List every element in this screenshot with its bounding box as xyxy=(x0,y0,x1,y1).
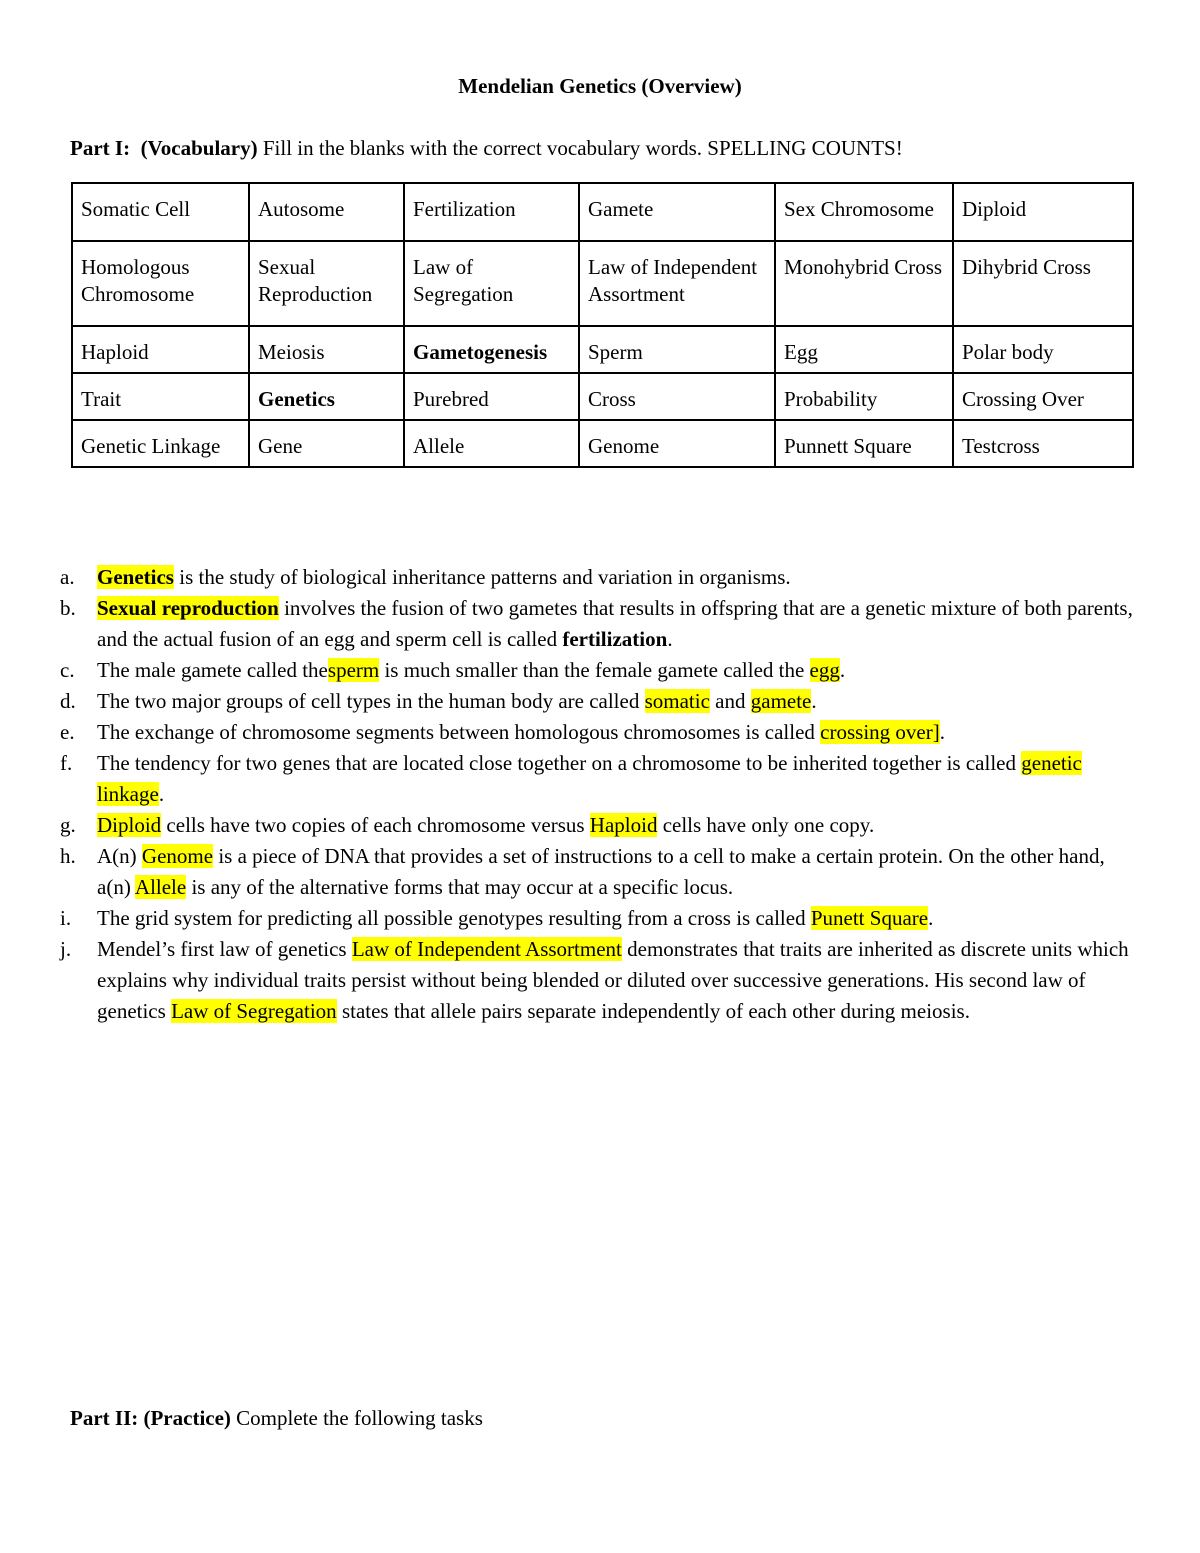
table-cell: Sexual Reproduction xyxy=(249,241,404,326)
question-letter: c. xyxy=(60,658,75,682)
table-row xyxy=(72,183,1133,241)
table-cell: Gene xyxy=(249,420,404,467)
question-e: e. The exchange of chromosome segments between homologous chromosomes is called crossing over]. xyxy=(60,717,1140,748)
table-cell: Meiosis xyxy=(249,326,404,373)
question-letter: d. xyxy=(60,689,76,713)
table-cell: Law of Independent Assortment xyxy=(579,241,775,326)
question-letter: i. xyxy=(60,906,72,930)
question-a: a. Genetics is the study of biological inheritance patterns and variation in organisms. xyxy=(60,562,1140,593)
question-f: f. The tendency for two genes that are located close together on a chromosome to be inherited together is called genetic linkage. xyxy=(60,748,1140,810)
answer-highlight: Genome xyxy=(141,844,214,868)
table-cell: Autosome xyxy=(249,183,404,241)
answer-highlight: egg xyxy=(809,658,840,682)
question-letter: b. xyxy=(60,596,76,620)
question-c: c. The male gamete called thesperm is much smaller than the female gamete called the egg. xyxy=(60,655,1140,686)
part2-instruction: Complete the following tasks xyxy=(236,1406,483,1430)
table-cell: Trait xyxy=(72,373,249,420)
answer-highlight: sperm xyxy=(327,658,380,682)
answer-highlight: somatic xyxy=(644,689,710,713)
table-cell: Punnett Square xyxy=(775,420,953,467)
part2-sub: (Practice) xyxy=(143,1406,231,1430)
question-j: j. Mendel’s first law of genetics Law of Independent Assortment demonstrates that traits are inherited as discrete units which explains why individual traits persist without being blended or diluted over successive generations. His second law of genetics Law of Segregation states that allele pairs separate independently of each other during meiosis. xyxy=(60,934,1140,1027)
table-cell: Haploid xyxy=(72,326,249,373)
vocabulary-table xyxy=(71,182,1134,468)
table-cell: Purebred xyxy=(404,373,579,420)
question-d: d. The two major groups of cell types in the human body are called somatic and gamete. xyxy=(60,686,1140,717)
table-cell: Egg xyxy=(775,326,953,373)
question-letter: g. xyxy=(60,813,76,837)
part2-label: Part II: xyxy=(70,1406,139,1430)
table-cell: Sperm xyxy=(579,326,775,373)
table-cell: Homologous Chromosome xyxy=(72,241,249,326)
table-cell: Genetics xyxy=(249,373,404,420)
table-cell: Somatic Cell xyxy=(72,183,249,241)
table-cell: Dihybrid Cross xyxy=(953,241,1133,326)
table-row xyxy=(72,420,1133,467)
question-letter: e. xyxy=(60,720,75,744)
question-letter: h. xyxy=(60,844,76,868)
table-cell: Monohybrid Cross xyxy=(775,241,953,326)
question-h: h. A(n) Genome is a piece of DNA that provides a set of instructions to a cell to make a certain protein. On the other hand, a(n) Allele is any of the alternative forms that may occur at a specific locus. xyxy=(60,841,1140,903)
table-cell: Genetic Linkage xyxy=(72,420,249,467)
answer-highlight: Punett Square xyxy=(810,906,929,930)
table-cell: Probability xyxy=(775,373,953,420)
answer-highlight: genetic linkage xyxy=(97,751,1082,806)
table-cell: Polar body xyxy=(953,326,1133,373)
table-cell: Diploid xyxy=(953,183,1133,241)
table-cell: Allele xyxy=(404,420,579,467)
question-letter: j. xyxy=(60,937,72,961)
fill-in-questions xyxy=(60,562,1140,1027)
table-cell: Gametogenesis xyxy=(404,326,579,373)
table-cell: Cross xyxy=(579,373,775,420)
table-row xyxy=(72,373,1133,420)
answer-highlight: Law of Segregation xyxy=(171,999,337,1023)
question-i: i. The grid system for predicting all possible genotypes resulting from a cross is called Punett Square. xyxy=(60,903,1140,934)
part1-heading xyxy=(70,135,1150,161)
answer-highlight: Genetics xyxy=(97,565,174,589)
part1-sub: (Vocabulary) xyxy=(140,136,258,160)
answer-highlight: Allele xyxy=(134,875,187,899)
page-title: Mendelian Genetics (Overview) xyxy=(458,74,742,98)
answer-highlight: Law of Independent Assortment xyxy=(351,937,622,961)
part2-heading xyxy=(70,1405,483,1431)
answer-highlight: Sexual reproduction xyxy=(97,596,279,620)
question-letter: f. xyxy=(60,751,73,775)
answer-highlight: Haploid xyxy=(589,813,658,837)
answer-highlight: crossing over] xyxy=(820,720,940,744)
question-g: g. Diploid cells have two copies of each chromosome versus Haploid cells have only one copy. xyxy=(60,810,1140,841)
answer-bold: fertilization xyxy=(562,627,668,651)
table-row xyxy=(72,241,1133,326)
table-cell: Sex Chromosome xyxy=(775,183,953,241)
table-cell: Testcross xyxy=(953,420,1133,467)
answer-highlight: Diploid xyxy=(97,813,162,837)
answer-highlight: gamete xyxy=(750,689,812,713)
question-b: b. Sexual reproduction involves the fusion of two gametes that results in offspring that are a genetic mixture of both parents, and the actual fusion of an egg and sperm cell is called fertilization. xyxy=(60,593,1140,655)
table-cell: Genome xyxy=(579,420,775,467)
table-cell: Gamete xyxy=(579,183,775,241)
table-cell: Law of Segregation xyxy=(404,241,579,326)
table-cell: Fertilization xyxy=(404,183,579,241)
part1-instruction: Fill in the blanks with the correct vocabulary words. SPELLING COUNTS! xyxy=(262,136,903,160)
table-cell: Crossing Over xyxy=(953,373,1133,420)
question-letter: a. xyxy=(60,565,75,589)
part1-label: Part I: xyxy=(70,136,131,160)
table-row xyxy=(72,326,1133,373)
